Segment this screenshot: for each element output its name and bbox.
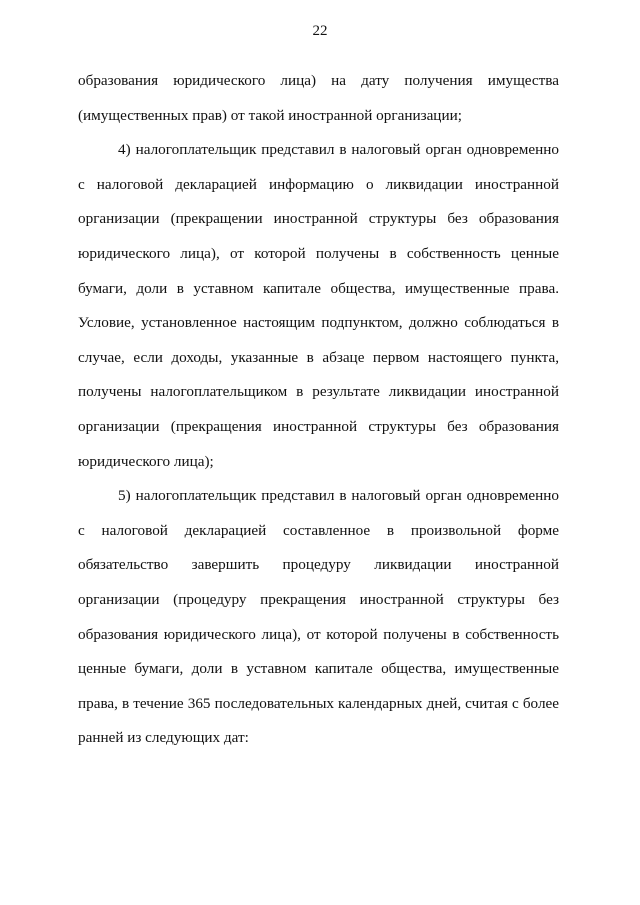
document-body — [78, 64, 559, 756]
paragraph-item-4: 4) налогоплательщик представил в налоговый орган одновременно с налоговой декларацией информацию о ликвидации иностранной организации (прекращении иностранной структуры без образования юридического лица), от которой получены в собственность ценные бумаги, доли в уставном капитале общества, имущественные права. Условие, установленное настоящим подпунктом, должно соблюдаться в случае, если доходы, указанные в абзаце первом настоящего пункта, получены налогоплательщиком в результате ликвидации иностранной организации (прекращения иностранной структуры без образования юридического лица); — [78, 141, 559, 470]
paragraph-item-5: 5) налогоплательщик представил в налоговый орган одновременно с налоговой декларацией составленное в произвольной форме обязательство завершить процедуру ликвидации иностранной организации (процедуру прекращения иностранной структуры без образования юридического лица), от которой получены в собственность ценные бумаги, доли в уставном капитале общества, имущественные права, в течение 365 последовательных календарных дней, считая с более ранней из следующих дат: — [78, 487, 559, 747]
paragraph-continuation: образования юридического лица) на дату получения имущества (имущественных прав) от такой иностранной организации; — [78, 72, 559, 124]
page-number: 22 — [312, 23, 328, 39]
